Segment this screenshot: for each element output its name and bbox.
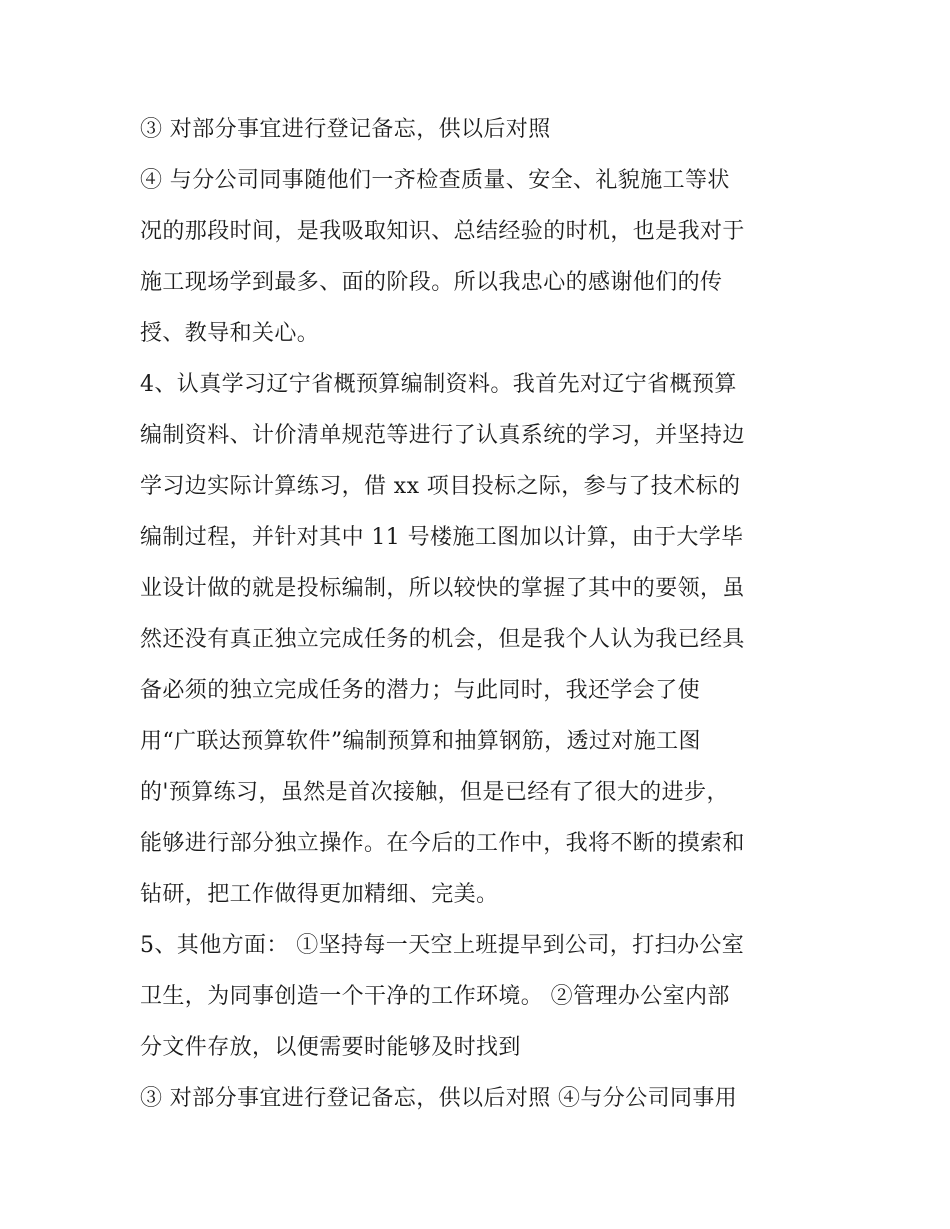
text-line-13: 用“广联达预算软件”编制预算和抽算钢筋，透过对施工图 [140, 729, 701, 754]
text-line-12: 备必须的独立完成任务的潜力；与此同时，我还学会了使 [140, 678, 701, 703]
text-line-16: 钻研，把工作做得更加精细、完美。 [140, 882, 499, 907]
text-line-1: ③ 对部分事宜进行登记备忘，供以后对照 [140, 117, 551, 142]
text-line-6: 4、认真学习辽宁省概预算编制资料。我首先对辽宁省概预算 [140, 372, 737, 397]
text-line-7: 编制资料、计价清单规范等进行了认真系统的学习，并坚持边 [140, 423, 745, 448]
text-line-19: 分文件存放，以便需要时能够及时找到 [140, 1035, 521, 1060]
text-line-15: 能够进行部分独立操作。在今后的工作中，我将不断的摸索和 [140, 831, 745, 856]
text-line-8: 学习边实际计算练习，借 xx 项目投标之际，参与了技术标的 [140, 474, 741, 499]
text-line-14: 的'预算练习，虽然是首次接触，但是已经有了很大的进步， [140, 780, 729, 805]
text-line-11: 然还没有真正独立完成任务的机会，但是我个人认为我已经具 [140, 627, 745, 652]
text-line-4: 施工现场学到最多、面的阶段。所以我忠心的感谢他们的传 [140, 270, 723, 295]
text-line-10: 业设计做的就是投标编制，所以较快的掌握了其中的要领，虽 [140, 576, 745, 601]
text-line-2: ④ 与分公司同事随他们一齐检查质量、安全、礼貌施工等状 [140, 168, 730, 193]
text-line-9: 编制过程，并针对其中 11 号楼施工图加以计算，由于大学毕 [140, 525, 744, 550]
text-line-18: 卫生，为同事创造一个干净的工作环境。 ②管理办公室内部 [140, 984, 730, 1009]
text-line-17: 5、其他方面： ①坚持每一天空上班提早到公司，打扫办公室 [140, 933, 745, 958]
text-line-20: ③ 对部分事宜进行登记备忘，供以后对照 ④与分公司同事用 [140, 1086, 738, 1111]
document-body [140, 104, 830, 1124]
text-line-3: 况的那段时间，是我吸取知识、总结经验的时机，也是我对于 [140, 219, 745, 244]
text-line-5: 授、教导和关心。 [140, 321, 320, 346]
